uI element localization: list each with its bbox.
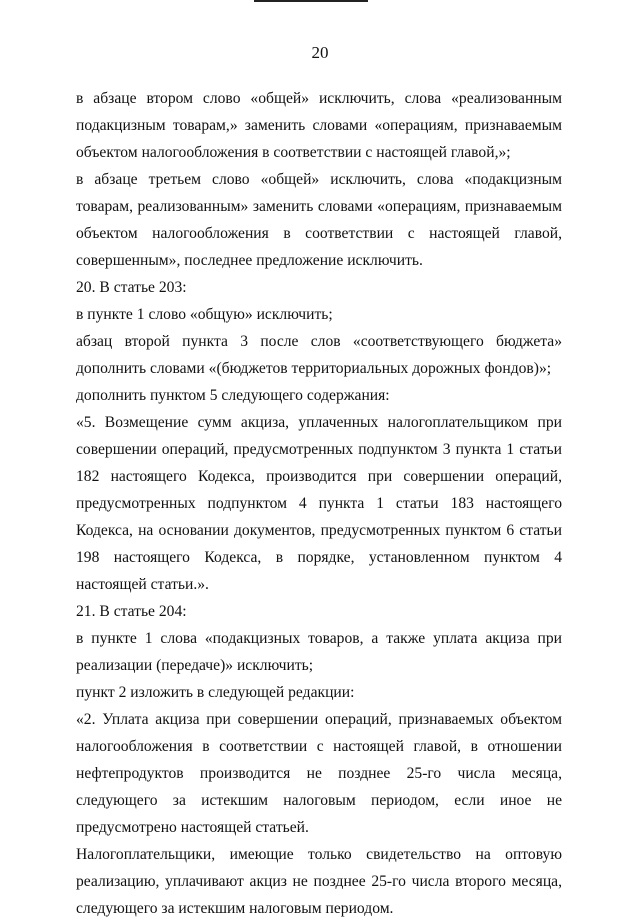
paragraph-7: «5. Возмещение сумм акциза, уплаченных налогоплательщиком при совершении операций, предусмотренных подпунктом 3 пункта 1 статьи 182 настоящего Кодекса, производится при совершении операций, предусмотренных подпунктом 4 пункта 1 статьи 183 настоящего Кодекса, на основании документов, предусмотренных пунктом 6 статьи 198 настоящего Кодекса, в порядке, установленном пунктом 4 настоящей статьи.». xyxy=(76,414,562,593)
paragraph-1: в абзаце втором слово «общей» исключить, слова «реализованным подакцизным товарам,» заменить словами «операциям, признаваемым объектом налогообложения в соответствии с настоящей главой,»; xyxy=(76,90,562,161)
paragraph-8: 21. В статье 204: xyxy=(76,603,187,620)
paragraph-5: абзац второй пункта 3 после слов «соответствующего бюджета» дополнить словами «(бюджетов территориальных дорожных фондов)»; xyxy=(76,333,562,377)
paragraph-2: в абзаце третьем слово «общей» исключить, слова «подакцизным товарам, реализованным» заменить словами «операциям, признаваемым объектом налогообложения в соответствии с настоящей главой, совершенным», последнее предложение исключить. xyxy=(76,171,562,269)
paragraph-6: дополнить пунктом 5 следующего содержания: xyxy=(76,387,390,404)
paragraph-9: в пункте 1 слова «подакцизных товаров, а также уплата акциза при реализации (передаче)» исключить; xyxy=(76,630,562,674)
page-number: 20 xyxy=(311,43,329,62)
document-body xyxy=(76,85,562,922)
paragraph-12: Налогоплательщики, имеющие только свидетельство на оптовую реализацию, уплачивают акциз не позднее 25-го числа второго месяца, следующего за истекшим налоговым периодом. xyxy=(76,846,562,917)
paragraph-10: пункт 2 изложить в следующей редакции: xyxy=(76,684,355,701)
paragraph-4: в пункте 1 слово «общую» исключить; xyxy=(76,306,333,323)
top-rule xyxy=(254,0,368,2)
paragraph-3: 20. В статье 203: xyxy=(76,279,187,296)
paragraph-11: «2. Уплата акциза при совершении операций, признаваемых объектом налогообложения в соответствии с настоящей главой, в отношении нефтепродуктов производится не позднее 25-го числа месяца, следующего за истекшим налоговым периодом, если иное не предусмотрено настоящей статьей. xyxy=(76,711,562,836)
